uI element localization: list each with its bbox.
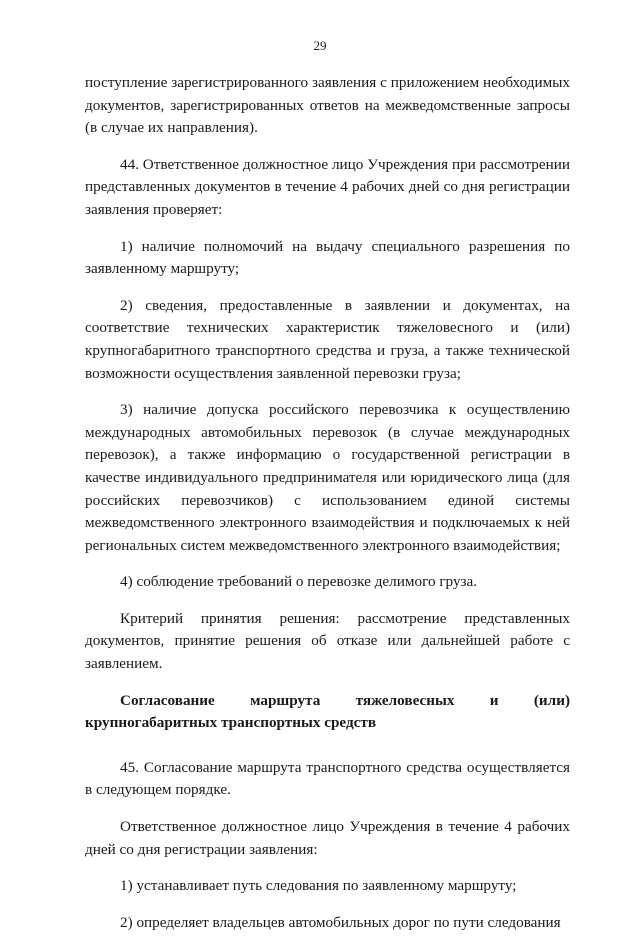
paragraph-continuation: поступление зарегистрированного заявления с приложением необходимых документов, зарегистрированных ответов на межведомственные запросы (в случае их направления). <box>85 74 570 137</box>
list-item-3: 3) наличие допуска российского перевозчика к осуществлению международных автомобильных перевозок (в случае международных перевозок), а также информацию о государственной регистрации в качестве индивидуального предпринимателя или юридического лица (для российских перевозчиков) с использованием единой системы межведомственного электронного взаимодействия и подключаемых к ней региональных систем межведомственного электронного взаимодействия; <box>85 401 570 554</box>
list-item-4: 4) соблюдение требований о перевозке делимого груза. <box>120 573 478 591</box>
decision-criterion: Критерий принятия решения: рассмотрение представленных документов, принятие решения об отказе или дальнейшей работе с заявлением. <box>85 609 570 673</box>
document-body <box>85 72 570 948</box>
list-item-2: 2) сведения, предоставленные в заявлении и документах, на соответствие технических характеристик тяжеловесного и (или) крупногабаритного транспортного средства и груза, а также технической возможности осуществления заявленной перевозки груза; <box>85 296 570 382</box>
page-number: 29 <box>313 38 327 53</box>
step-1: 1) устанавливает путь следования по заявленному маршруту; <box>120 877 517 895</box>
paragraph-responsible-official: Ответственное должностное лицо Учреждения в течение 4 рабочих дней со дня регистрации заявления: <box>85 818 570 858</box>
list-item-1: 1) наличие полномочий на выдачу специального разрешения по заявленному маршруту; <box>85 237 570 278</box>
step-2: 2) определяет владельцев автомобильных дорог по пути следования <box>120 913 561 931</box>
paragraph-44: 44. Ответственное должностное лицо Учреждения при рассмотрении представленных документов в течение 4 рабочих дней со дня регистрации заявления проверяет: <box>85 155 570 218</box>
section-heading: Согласование маршрута тяжеловесных и (или) крупногабаритных транспортных средств <box>85 691 570 732</box>
paragraph-45: 45. Согласование маршрута транспортного средства осуществляется в следующем порядке. <box>85 758 570 799</box>
